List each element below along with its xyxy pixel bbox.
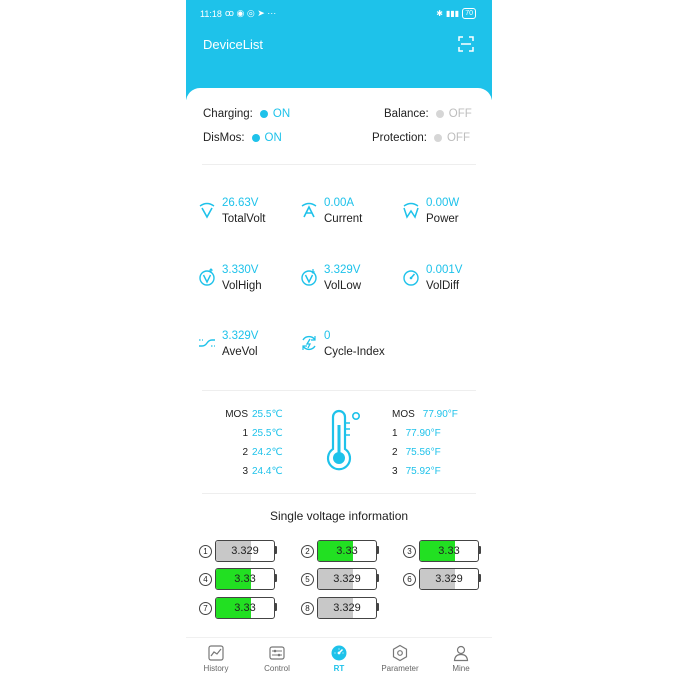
ave-vol-value: 3.329V [222, 330, 259, 342]
nav-control[interactable] [252, 644, 302, 673]
cell-battery-icon [215, 568, 275, 590]
temp-c-key: 1 [242, 428, 248, 439]
cell-index: 3 [403, 545, 416, 558]
cell-voltage [301, 597, 385, 619]
temp-c-key: 3 [242, 466, 248, 477]
battery-level: 70 [462, 8, 476, 19]
cell-cap [275, 603, 277, 611]
metric-current [300, 197, 396, 231]
temp-c-row [218, 447, 283, 458]
metric-ave-vol [198, 330, 294, 364]
temp-f-key: 1 [392, 428, 398, 439]
cell-index: 2 [301, 545, 314, 558]
cell-voltage [199, 597, 283, 619]
cell-voltage [199, 568, 283, 590]
temp-c-row [218, 466, 283, 477]
rt-icon [330, 644, 348, 662]
protection-indicator [434, 134, 442, 142]
cell-battery-icon [215, 540, 275, 562]
vol-low-value: 3.329V [324, 264, 361, 276]
vol-low-icon [300, 268, 318, 286]
notification-icons: ꝏ ◉ ◎ ➤ ··· [224, 8, 277, 18]
temp-c-key: MOS [225, 409, 248, 420]
protection-label: Protection: [372, 132, 427, 144]
single-voltage-title: Single voltage information [269, 509, 409, 523]
cell-index: 7 [199, 602, 212, 615]
nav-rt-label: RT [333, 664, 345, 673]
signal-icon: ▮▮▮ [445, 9, 460, 18]
balance-label: Balance: [384, 108, 429, 120]
dismos-flag [203, 132, 282, 144]
metric-vol-high [198, 264, 294, 298]
protection-flag [372, 132, 470, 144]
dismos-value: ON [264, 132, 282, 144]
cell-voltage-value: 3.329 [435, 573, 463, 585]
cell-cap [377, 546, 379, 554]
nav-control-label: Control [264, 664, 290, 673]
vol-high-value: 3.330V [222, 264, 259, 276]
metric-vol-diff [402, 264, 492, 298]
vol-low-label: VolLow [324, 280, 362, 292]
total-volt-label: TotalVolt [222, 213, 266, 225]
cell-index: 5 [301, 573, 314, 586]
balance-indicator [436, 110, 444, 118]
cell-battery-icon [215, 597, 275, 619]
current-label: Current [324, 213, 363, 225]
cell-voltage-value: 3.329 [231, 545, 259, 557]
content-card [186, 88, 492, 648]
cell-voltage [301, 540, 385, 562]
vol-high-icon [198, 268, 216, 286]
metric-vol-low [300, 264, 396, 298]
thermometer-icon [319, 409, 367, 475]
control-icon [268, 644, 286, 662]
temp-f-row [392, 466, 441, 477]
bluetooth-icon: ✱ [436, 9, 443, 18]
cell-voltage [403, 568, 487, 590]
temp-f-key: 2 [392, 447, 398, 458]
metric-power [402, 197, 492, 231]
cell-index: 6 [403, 573, 416, 586]
ave-vol-icon [198, 334, 216, 352]
cell-cap [479, 546, 481, 554]
current-value: 0.00A [324, 197, 355, 209]
metric-cycle-index [300, 330, 396, 364]
page-title[interactable]: DeviceList [203, 37, 263, 52]
cycle-index-icon [300, 334, 318, 352]
divider [202, 493, 476, 494]
charging-indicator [260, 110, 268, 118]
ave-vol-label: AveVol [222, 346, 258, 358]
metric-total-volt [198, 197, 294, 231]
phone-screen [186, 0, 492, 678]
total-volt-icon [198, 201, 216, 219]
charging-label: Charging: [203, 108, 253, 120]
nav-rt[interactable] [314, 644, 364, 673]
nav-mine-label: Mine [452, 664, 470, 673]
dismos-label: DisMos: [203, 132, 245, 144]
cell-voltage [199, 540, 283, 562]
temp-f-value: 77.90°F [422, 409, 458, 420]
cell-voltage-value: 3.33 [234, 602, 256, 614]
temp-c-value: 24.2℃ [252, 447, 283, 458]
temp-f-row [392, 409, 458, 420]
history-icon [207, 644, 225, 662]
cell-cap [275, 574, 277, 582]
total-volt-value: 26.63V [222, 197, 259, 209]
cell-battery-icon [419, 540, 479, 562]
temp-f-key: 3 [392, 466, 398, 477]
divider [202, 164, 476, 165]
temp-c-value: 24.4℃ [252, 466, 283, 477]
power-value: 0.00W [426, 197, 460, 209]
mine-icon [452, 644, 470, 662]
temp-f-value: 75.92°F [405, 466, 441, 477]
cell-voltage-value: 3.329 [333, 573, 361, 585]
vol-diff-icon [402, 268, 420, 286]
temp-f-value: 77.90°F [405, 428, 441, 439]
power-label: Power [426, 213, 459, 225]
cell-cap [377, 603, 379, 611]
cell-cap [479, 574, 481, 582]
vol-high-label: VolHigh [222, 280, 262, 292]
status-bar-right [436, 8, 476, 19]
cell-voltage [301, 568, 385, 590]
vol-diff-value: 0.001V [426, 264, 463, 276]
cell-index: 8 [301, 602, 314, 615]
balance-flag [384, 108, 472, 120]
temp-c-value: 25.5℃ [252, 409, 283, 420]
temp-f-key: MOS [392, 409, 415, 420]
temp-c-row [218, 428, 283, 439]
cell-voltage-value: 3.33 [234, 573, 256, 585]
cell-index: 1 [199, 545, 212, 558]
cell-cap [377, 574, 379, 582]
cell-voltage-value: 3.329 [333, 602, 361, 614]
bottom-navigation [186, 637, 492, 678]
nav-parameter[interactable] [375, 644, 425, 673]
nav-history[interactable] [191, 644, 241, 673]
parameter-icon [391, 644, 409, 662]
protection-value: OFF [446, 132, 470, 144]
cell-battery-icon [317, 540, 377, 562]
power-icon [402, 201, 420, 219]
app-header [186, 0, 492, 100]
scan-icon[interactable] [458, 36, 474, 52]
cell-battery-icon [317, 568, 377, 590]
temp-f-row [392, 447, 441, 458]
temp-f-row [392, 428, 441, 439]
nav-mine[interactable] [436, 644, 486, 673]
vol-diff-label: VolDiff [426, 280, 460, 292]
cell-battery-icon [419, 568, 479, 590]
temp-c-key: 2 [242, 447, 248, 458]
cell-cap [275, 546, 277, 554]
divider [202, 390, 476, 391]
charging-flag [203, 108, 290, 120]
balance-value: OFF [448, 108, 472, 120]
cycle-index-value: 0 [324, 330, 331, 342]
dismos-indicator [252, 134, 260, 142]
current-icon [300, 201, 318, 219]
temp-f-value: 75.56°F [405, 447, 441, 458]
cell-battery-icon [317, 597, 377, 619]
status-time: 11:18 [200, 8, 222, 19]
cycle-index-label: Cycle-Index [324, 346, 385, 358]
cell-voltage [403, 540, 487, 562]
cell-voltage-value: 3.33 [438, 545, 460, 557]
temp-c-row [218, 409, 283, 420]
temp-c-value: 25.5℃ [252, 428, 283, 439]
status-bar-left [200, 8, 276, 19]
cell-voltage-value: 3.33 [336, 545, 358, 557]
charging-value: ON [272, 108, 291, 120]
nav-parameter-label: Parameter [381, 664, 419, 673]
nav-history-label: History [203, 664, 229, 673]
cell-index: 4 [199, 573, 212, 586]
